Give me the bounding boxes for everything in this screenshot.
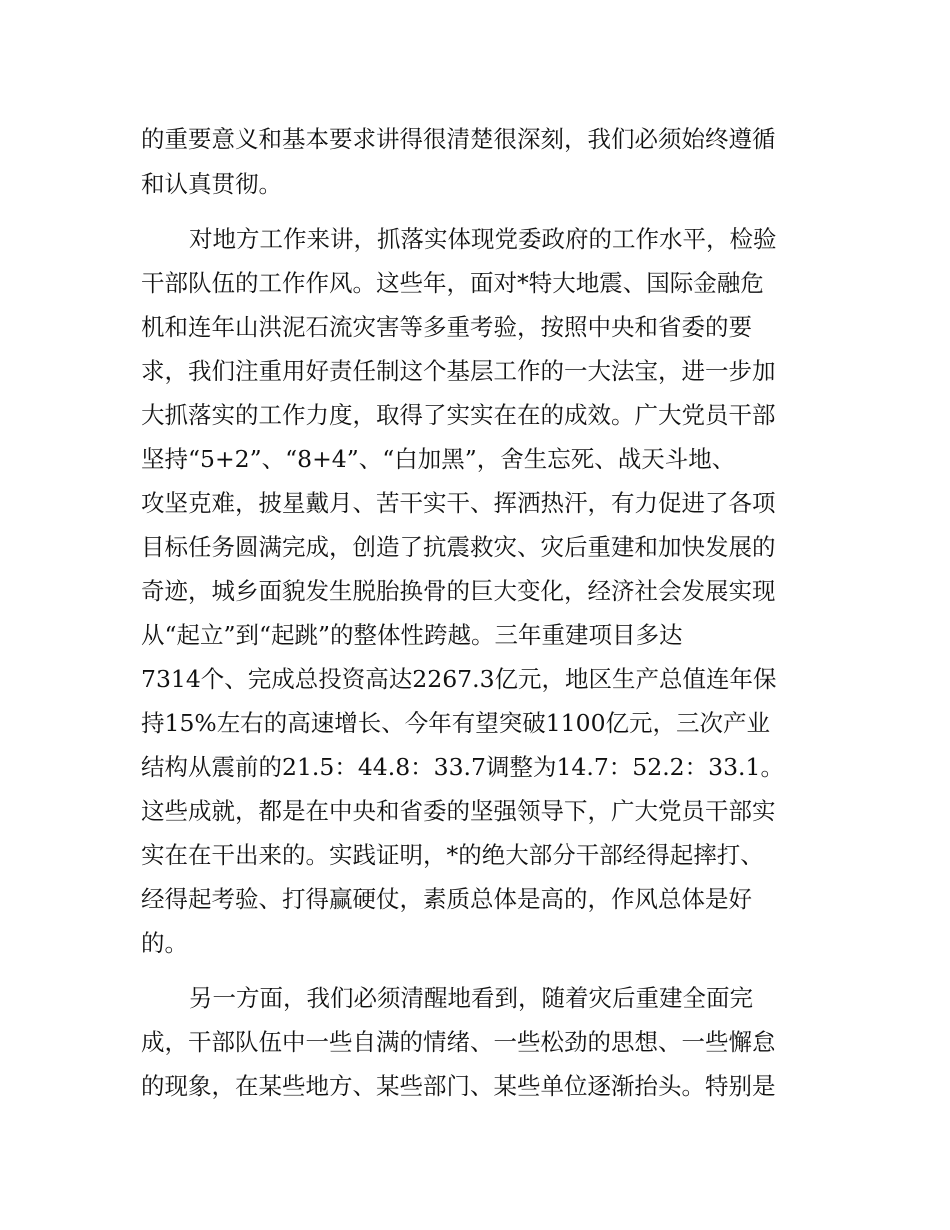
text-line: 成，干部队伍中一些自满的情绪、一些松劲的思想、一些懈怠 (141, 1028, 776, 1056)
text-line: 从“起立”到“起跳”的整体性跨越。三年重建项目多达 (141, 621, 683, 649)
text-line: 求，我们注重用好责任制这个基层工作的一大法宝，进一步加 (141, 357, 776, 385)
text-line: 7314个、完成总投资高达2267.3亿元，地区生产总值连年保 (141, 665, 777, 693)
text-line: 实在在干出来的。实践证明，*的绝大部分干部经得起摔打、 (141, 841, 764, 869)
text-line: 坚持“5+2”、“8+4”、“白加黑”，舍生忘死、战天斗地、 (141, 445, 736, 473)
text-line: 对地方工作来讲，抓落实体现党委政府的工作水平，检验 (189, 225, 777, 253)
text-line: 的重要意义和基本要求讲得很清楚很深刻，我们必须始终遵循 (141, 125, 776, 153)
text-line: 机和连年山洪泥石流灾害等多重考验，按照中央和省委的要 (141, 313, 752, 341)
text-line: 结构从震前的21.5：44.8：33.7调整为14.7：52.2：33.1。 (141, 753, 784, 781)
text-line: 持15%左右的高速增长、今年有望突破1100亿元，三次产业 (141, 709, 771, 737)
text-line: 目标任务圆满完成，创造了抗震救灾、灾后重建和加快发展的 (141, 533, 776, 561)
text-line: 的。 (141, 929, 188, 957)
text-line: 攻坚克难，披星戴月、苦干实干、挥洒热汗，有力促进了各项 (141, 489, 776, 517)
text-line: 的现象，在某些地方、某些部门、某些单位逐渐抬头。特别是 (141, 1072, 776, 1100)
text-line: 经得起考验、打得赢硬仗，素质总体是高的，作风总体是好 (141, 885, 752, 913)
text-line: 这些成就，都是在中央和省委的坚强领导下，广大党员干部实 (141, 797, 776, 825)
text-line: 和认真贯彻。 (141, 170, 282, 198)
text-line: 奇迹，城乡面貌发生脱胎换骨的巨大变化，经济社会发展实现 (141, 577, 776, 605)
text-line: 干部队伍的工作作风。这些年，面对*特大地震、国际金融危 (141, 269, 764, 297)
text-line: 大抓落实的工作力度，取得了实实在在的成效。广大党员干部 (141, 401, 776, 429)
text-line: 另一方面，我们必须清醒地看到，随着灾后重建全面完 (189, 984, 753, 1012)
